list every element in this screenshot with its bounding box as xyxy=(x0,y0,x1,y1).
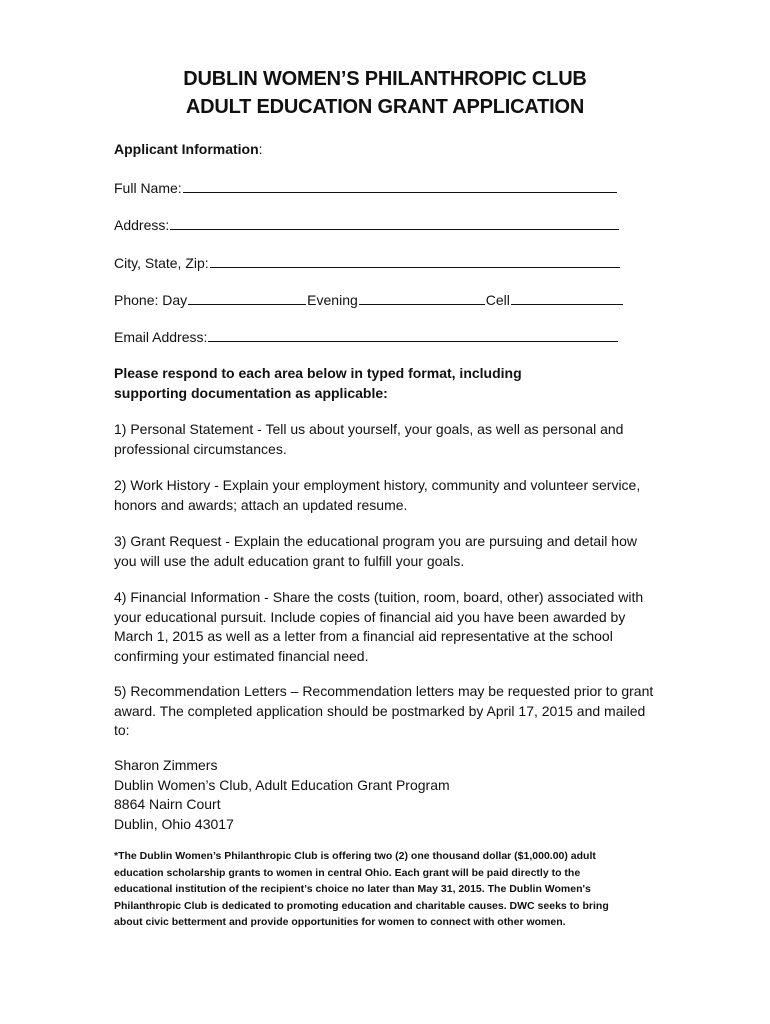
phone-evening-label: Evening xyxy=(307,292,358,308)
phone-day-label: Phone: Day xyxy=(114,292,188,308)
applicant-info-colon: : xyxy=(258,141,263,157)
phone-day-field[interactable] xyxy=(188,290,306,305)
phone-row xyxy=(114,290,624,308)
full-name-field[interactable] xyxy=(183,178,617,193)
city-state-zip-field[interactable] xyxy=(210,253,620,268)
full-name-label: Full Name: xyxy=(114,180,182,196)
address-row xyxy=(114,215,620,233)
instruction-item-5: 5) Recommendation Letters – Recommendation letters may be requested prior to grant award. The completed application should be postmarked by April 17, 2015 and mailed to: xyxy=(114,683,654,738)
instruction-item-3: 3) Grant Request - Explain the educational program you are pursuing and detail how you will use the adult education grant to fulfill your goals. xyxy=(114,533,637,569)
mailing-city: Dublin, Ohio 43017 xyxy=(114,815,234,832)
mailing-address xyxy=(114,756,450,834)
mailing-org: Dublin Women’s Club, Adult Education Grant Program xyxy=(114,776,450,793)
city-state-zip-row xyxy=(114,253,621,271)
mailing-name: Sharon Zimmers xyxy=(114,757,218,773)
phone-evening-field[interactable] xyxy=(359,290,485,305)
full-name-row xyxy=(114,178,618,196)
address-field[interactable] xyxy=(170,215,619,230)
city-state-zip-label: City, State, Zip: xyxy=(114,255,209,271)
instructions-heading: Please respond to each area below in typed format, including supporting documentation as applicable: xyxy=(114,365,522,401)
address-label: Address: xyxy=(114,217,170,233)
instruction-item-1: 1) Personal Statement - Tell us about yourself, your goals, as well as personal and professional circumstances. xyxy=(114,421,624,457)
club-title: DUBLIN WOMEN’S PHILANTHROPIC CLUB xyxy=(183,68,587,90)
mailing-street: 8864 Nairn Court xyxy=(114,796,221,812)
footnote: *The Dublin Women’s Philanthropic Club is offering two (2) one thousand dollar ($1,000.00) adult education scholarship grants to women in central Ohio. Each grant will be paid directly to the educational institution of the recipient’s choice no later than May 31, 2015. The Dublin Women's Philanthropic Club is dedicated to promoting education and charitable causes. DWC seeks to bring about civic betterment and provide opportunities for women to connect with other women. xyxy=(114,850,609,928)
email-field[interactable] xyxy=(208,327,618,342)
applicant-info-heading xyxy=(114,141,263,157)
email-label: Email Address: xyxy=(114,329,208,345)
instruction-item-2: 2) Work History - Explain your employment history, community and volunteer service, honors and awards; attach an updated resume. xyxy=(114,477,641,513)
instruction-item-4: 4) Financial Information - Share the costs (tuition, room, board, other) associated with your educational pursuit. Include copies of financial aid you have been awarded by March 1, 2015 as well as a letter from a financial aid representative at the school confirming your estimated financial need. xyxy=(114,589,644,664)
applicant-info-label: Applicant Information xyxy=(114,141,259,157)
email-row xyxy=(114,327,619,345)
phone-cell-field[interactable] xyxy=(511,290,623,305)
phone-cell-label: Cell xyxy=(485,292,510,308)
form-title: ADULT EDUCATION GRANT APPLICATION xyxy=(185,96,585,118)
